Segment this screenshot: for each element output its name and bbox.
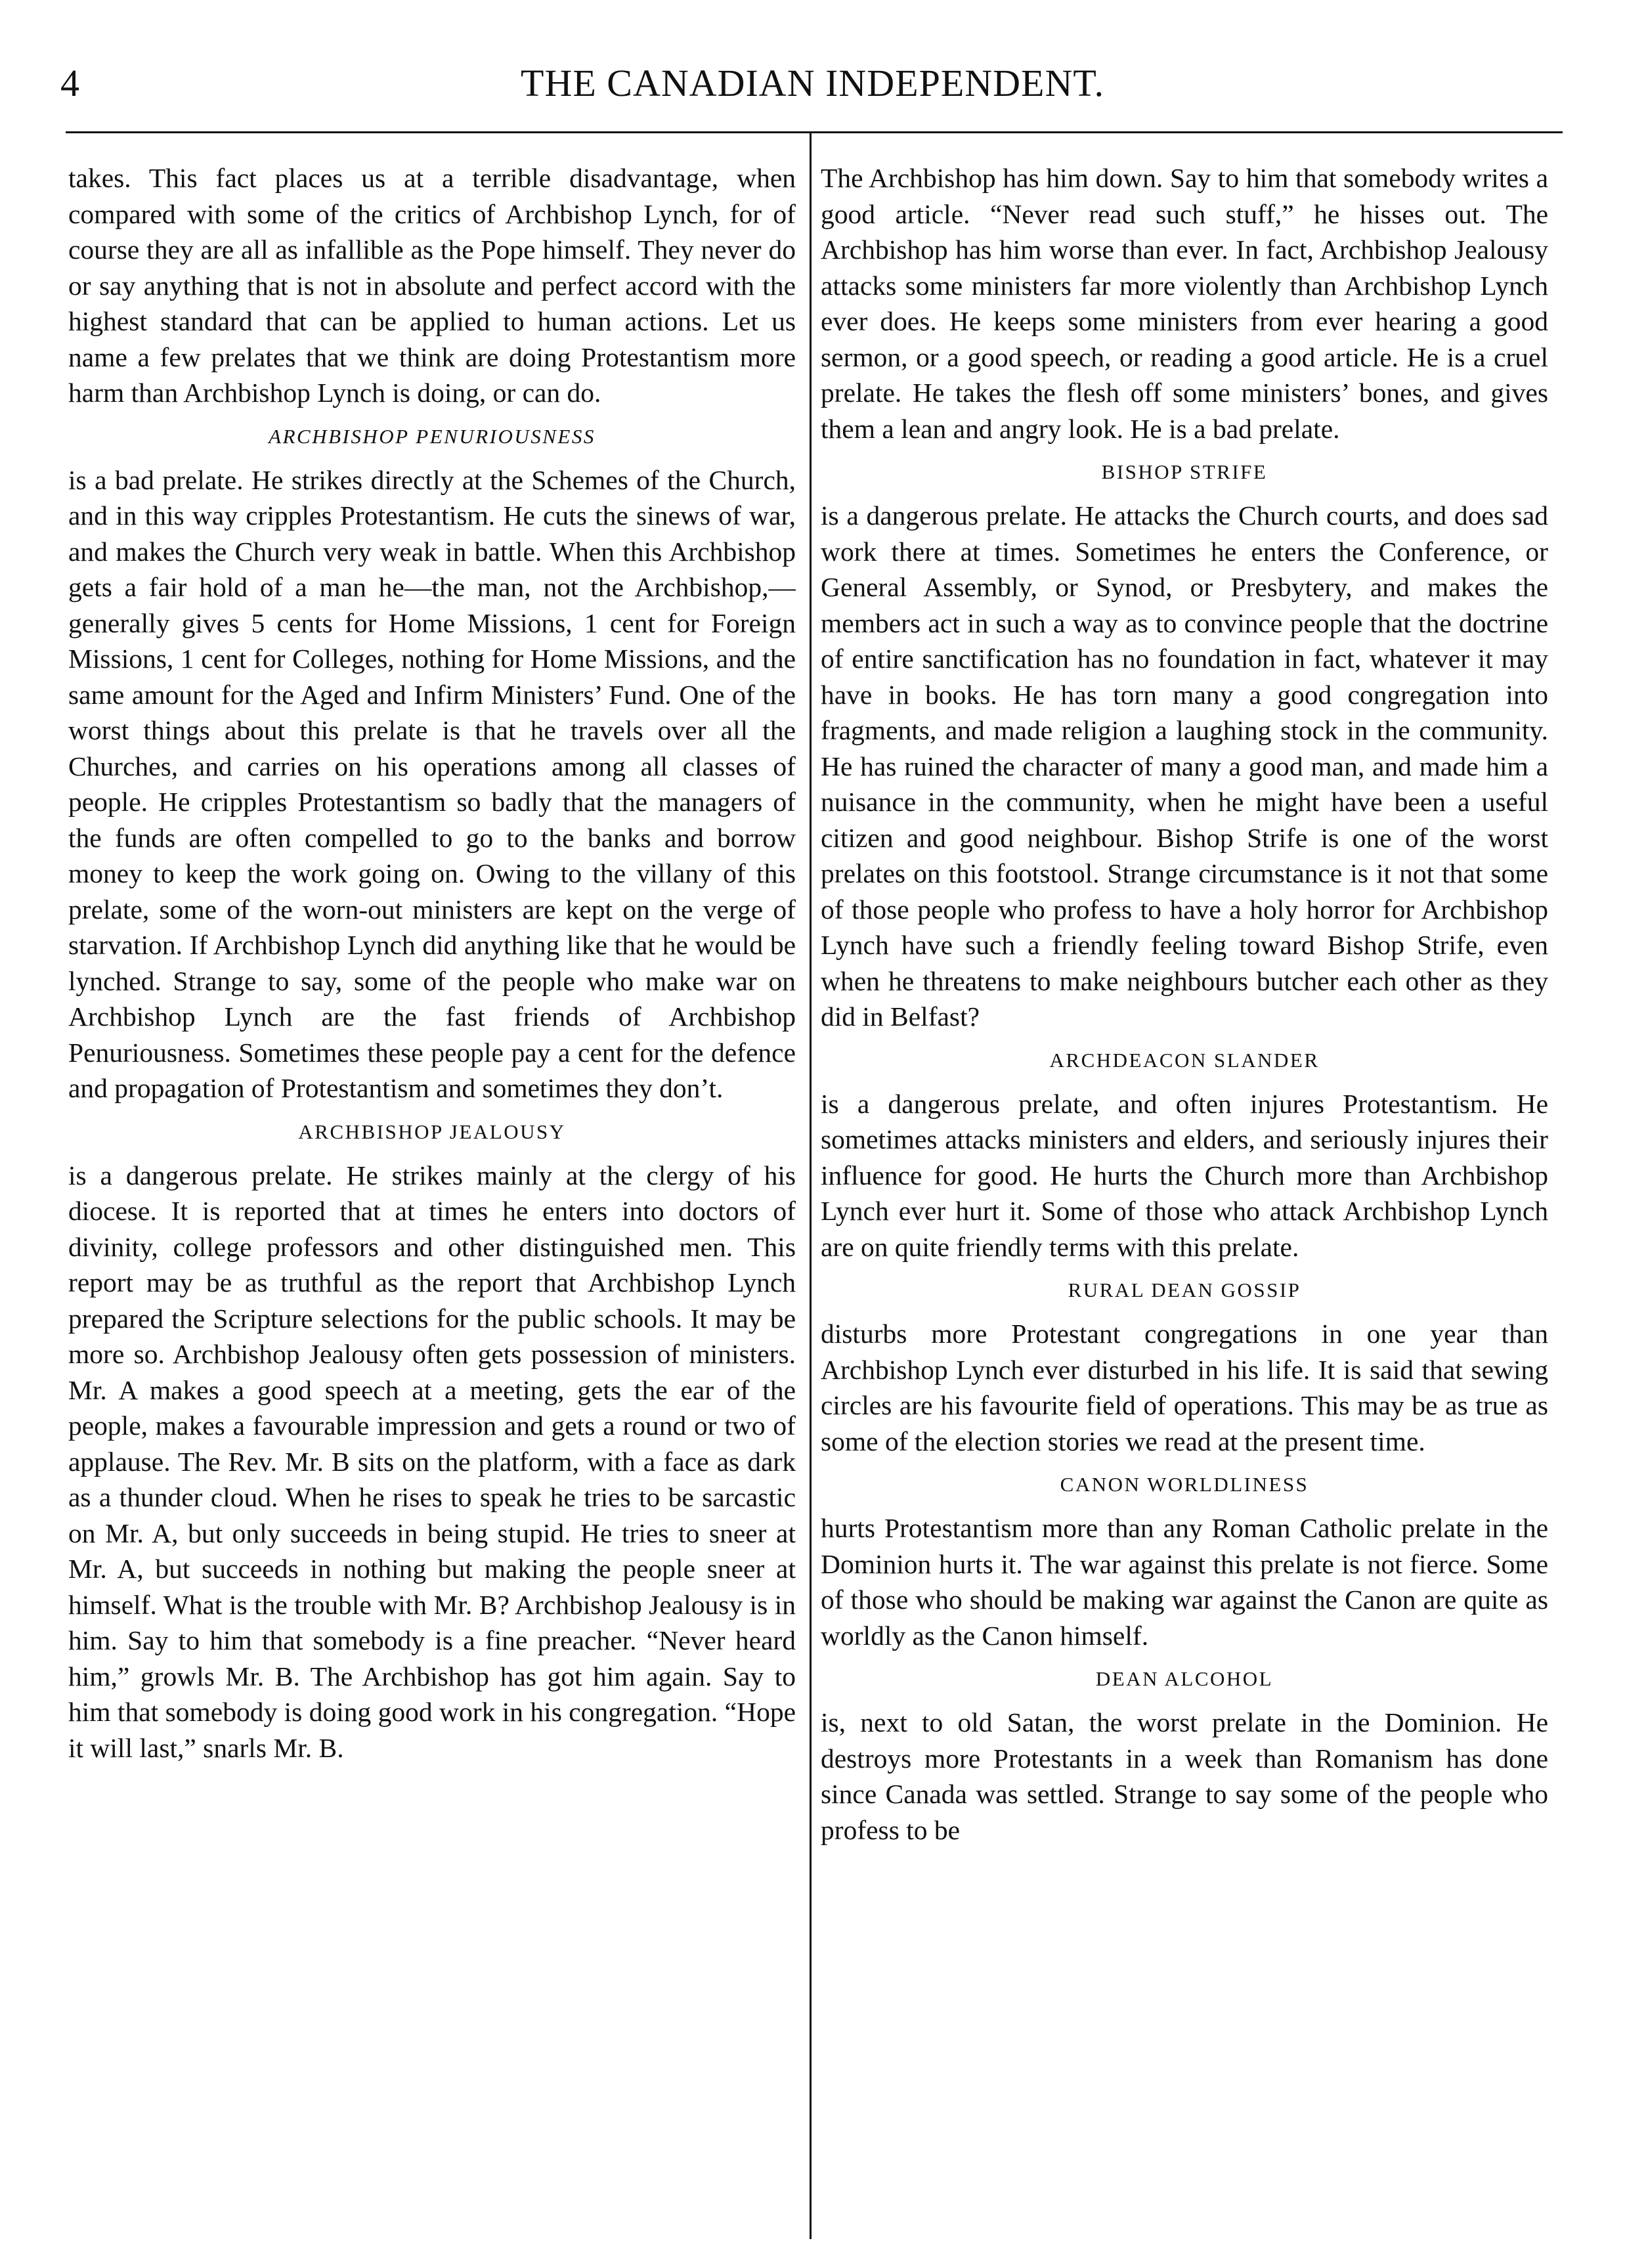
paragraph: is a dangerous prelate. He attacks the Church courts, and does sad work there at times. Sometimes he enters the Conference, or General Assembly, or Synod, or Presbytery, and makes the members act in such a way as to convince people that the doctrine of entire sanctification has no foundation in fact, whatever it may have in books. He has torn many a good congregation into fragments, and made religion a laughing stock in the community. He has ruined the character of many a good man, and made him a nuisance in the community, when he might have been a useful citizen and good neighbour. Bishop Strife is one of the worst prelates on this footstool. Strange circumstance is it not that some of those people who profess to have a holy horror for Archbishop Lynch have such a friendly feeling toward Bishop Strife, even when he threatens to make neighbours butcher each other as they did in Belfast? — [821, 500, 1548, 1032]
paragraph: is a bad prelate. He strikes directly at the Schemes of the Church, and in this way cripples Protestantism. He cuts the sinews of war, and makes the Church very weak in battle. When this Archbishop gets a fair hold of a man he—the man, not the Archbishop,—generally gives 5 cents for Home Missions, 1 cent for Foreign Missions, 1 cent for Colleges, nothing for Home Missions, and the same amount for the Aged and Infirm Ministers’ Fund. One of the worst things about this prelate is that he travels over all the Churches, and carries on his operations among all classes of people. He cripples Protestantism so badly that the managers of the funds are often compelled to go to the banks and borrow money to keep the work going on. Owing to the villany of this prelate, some of the worn-out ministers are kept on the verge of starvation. If Archbishop Lynch did anything like that he would be lynched. Strange to say, some of the people who make war on Archbishop Lynch are the fast friends of Archbishop Penuriousness. Sometimes these people pay a cent for the defence and propagation of Protestantism and sometimes they don’t. — [68, 464, 796, 1103]
section-heading: ARCHDEACON SLANDER — [1049, 1048, 1320, 1072]
paragraph: hurts Protestantism more than any Roman Catholic prelate in the Dominion hurts it. The war against this prelate is not fierce. Some of those who should be making war against the Canon are quite as worldly as the Canon himself. — [821, 1513, 1548, 1651]
paragraph: takes. This fact places us at a terrible disadvantage, when compared with some of the critics of Archbishop Lynch, for of course they are all as infallible as the Pope himself. They never do or say anything that is not in absolute and perfect accord with the highest standard that can be applied to human actions. Let us name a few prelates that we think are doing Protestantism more harm than Archbishop Lynch is doing, or can do. — [68, 163, 796, 408]
section-heading: ARCHBISHOP PENURIOUSNESS — [269, 424, 596, 448]
page-number: 4 — [60, 62, 79, 104]
left-column — [68, 160, 796, 2248]
paragraph: disturbs more Protestant congregations in one year than Archbishop Lynch ever disturbed in his life. It is said that sewing circles are his favourite field of operations. This may be as true as some of the election stories we read at the present time. — [821, 1319, 1548, 1456]
section-heading: DEAN ALCOHOL — [1095, 1667, 1274, 1690]
section-heading: BISHOP STRIFE — [1101, 460, 1268, 483]
paragraph: is a dangerous prelate, and often injures Protestantism. He sometimes attacks ministers and elders, and seriously injures their influence for good. He hurts the Church more than Archbishop Lynch ever hurt it. Some of those who attack Archbishop Lynch are on quite friendly terms with this prelate. — [821, 1088, 1548, 1262]
paragraph: is a dangerous prelate. He strikes mainly at the clergy of his diocese. It is reported that at times he enters into doctors of divinity, college professors and other distinguished men. This report may be as truthful as the report that Archbishop Lynch prepared the Scripture selections for the public schools. It may be more so. Archbishop Jealousy often gets possession of ministers. Mr. A makes a good speech at a meeting, gets the ear of the people, makes a favourable impression and gets a round or two of applause. The Rev. Mr. B sits on the platform, with a face as dark as a thunder cloud. When he rises to speak he tries to be sarcastic on Mr. A, but only succeeds in being stupid. He tries to sneer at Mr. A, but succeeds in nothing but making the people sneer at himself. What is the trouble with Mr. B? Archbishop Jealousy is in him. Say to him that somebody is a fine preacher. “Never heard him,” growls Mr. B. The Archbishop has got him again. Say to him that somebody is doing good work in his congregation. “Hope it will last,” snarls Mr. B. — [68, 1160, 796, 1763]
right-column — [821, 160, 1548, 2248]
header-rule — [66, 131, 1563, 133]
section-heading: ARCHBISHOP JEALOUSY — [298, 1120, 566, 1143]
running-title: THE CANADIAN INDEPENDENT. — [521, 62, 1104, 104]
section-heading: CANON WORLDLINESS — [1060, 1473, 1309, 1496]
paragraph: The Archbishop has him down. Say to him that somebody writes a good article. “Never read such stuff,” he hisses out. The Archbishop has him worse than ever. In fact, Archbishop Jealousy attacks some ministers far more violently than Archbishop Lynch ever does. He keeps some ministers from ever hearing a good sermon, or a good speech, or reading a good article. He is a cruel prelate. He takes the flesh off some ministers’ bones, and gives them a lean and angry look. He is a bad prelate. — [821, 163, 1548, 444]
section-heading: RURAL DEAN GOSSIP — [1068, 1278, 1301, 1301]
column-divider — [810, 131, 812, 2239]
page-header — [60, 60, 1565, 113]
paragraph: is, next to old Satan, the worst prelate in the Dominion. He destroys more Protestants in a week than Romanism has done since Canada was settled. Strange to say some of the people who profess to be — [821, 1707, 1548, 1845]
